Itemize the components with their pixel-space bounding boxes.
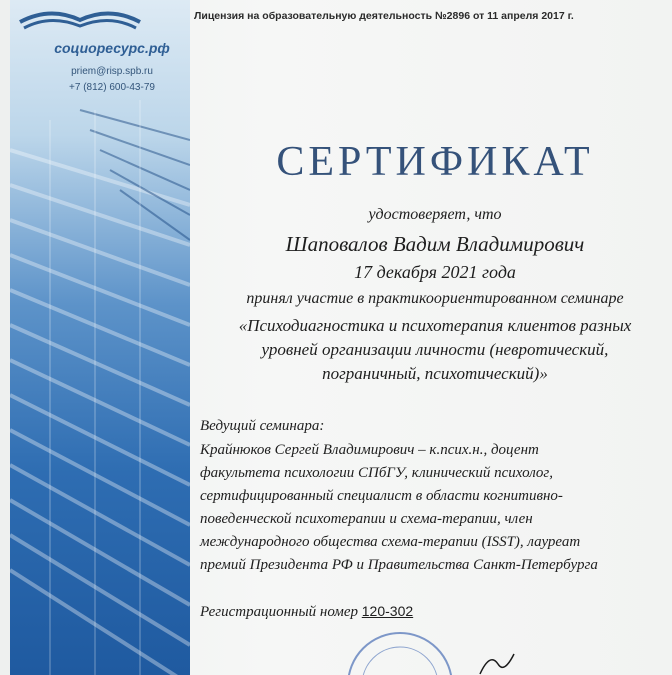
registration-row — [200, 603, 413, 621]
license-text: Лицензия на образовательную деятельность №2896 от 11 апреля 2017 г. — [194, 10, 574, 22]
sidebar-decoration — [10, 0, 190, 675]
seminar-title-line: «Психодиагностика и психотерапия клиентов разных — [238, 316, 632, 335]
certificate-title: СЕРТИФИКАТ — [276, 139, 594, 185]
host-description-line: факультета психологии СПбГУ, клинический психолог, — [200, 465, 554, 481]
seminar-title-line: уровней организации личности (невротический, — [261, 340, 609, 359]
recipient-name: Шаповалов Вадим Владимирович — [285, 232, 585, 256]
host-label: Ведущий семинара: — [200, 418, 325, 434]
host-description-line: международного общества схема-терапии (ISST), лауреат — [200, 534, 581, 550]
building-graphic — [10, 0, 190, 675]
host-description-line: премий Президента РФ и Правительства Санкт-Петербурга — [200, 557, 598, 573]
host-description-line: Крайнюков Сергей Владимирович – к.псих.н., доцент — [200, 442, 539, 458]
book-logo-icon — [10, 0, 150, 34]
contact-phone: +7 (812) 600-43-79 — [69, 82, 155, 93]
certifies-text: удостоверяет, что — [368, 206, 502, 223]
registration-label: Регистрационный номер — [200, 604, 359, 620]
host-description-line: поведенческой психотерапии и схема-терапии, член — [200, 511, 533, 527]
site-name: социоресурс.рф — [54, 40, 170, 56]
signature-mark-icon — [470, 650, 530, 675]
host-description-line: сертифицированный специалист в области когнитивно- — [200, 488, 563, 504]
seminar-title-line: пограничный, психотический)» — [322, 364, 548, 383]
participation-text: принял участие в практикоориентированном семинаре — [246, 290, 624, 307]
stamp-seal-icon — [340, 625, 460, 675]
contact-email: priem@risp.spb.ru — [71, 66, 153, 77]
registration-number: 120-302 — [361, 603, 414, 619]
event-date: 17 декабря 2021 года — [354, 262, 516, 282]
